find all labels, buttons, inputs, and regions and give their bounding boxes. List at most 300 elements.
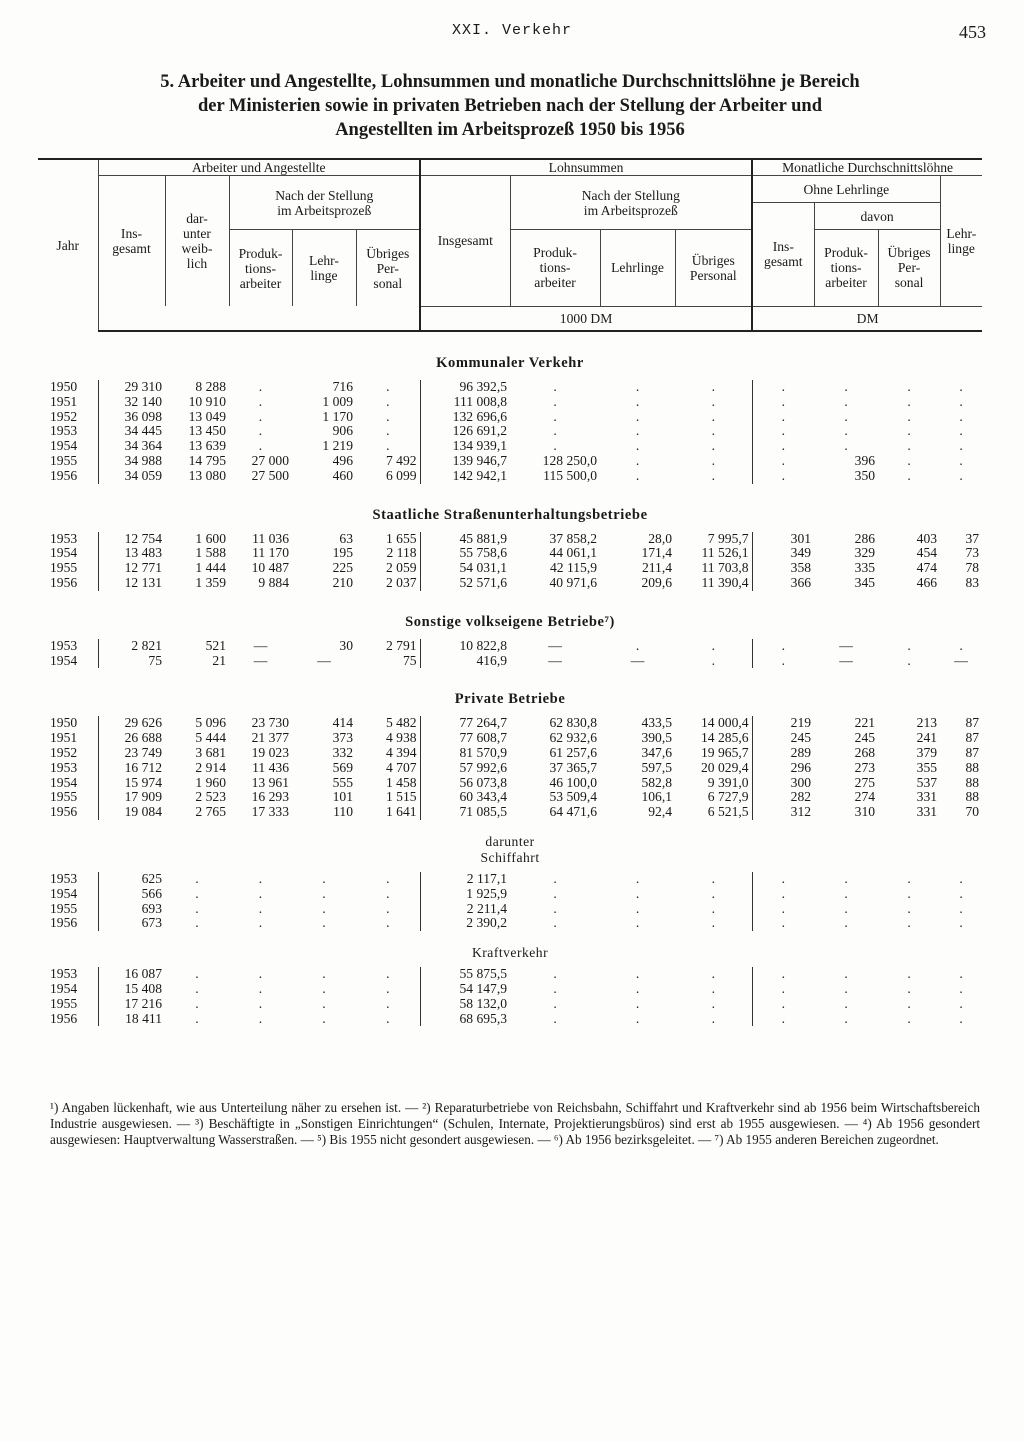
section-heading-row: [38, 820, 982, 872]
table-cell: 17 216: [98, 997, 165, 1012]
table-cell: 8 288: [195, 380, 226, 394]
table-cell: 75: [402, 653, 417, 668]
table-row: [38, 424, 982, 439]
table-cell: 347,6: [641, 745, 673, 760]
table-cell: .: [752, 872, 814, 887]
table-cell: .: [711, 1011, 715, 1026]
table-cell: 139 946,7: [420, 454, 510, 469]
table-cell: 2 791: [385, 638, 417, 653]
header-group-durchschnittsloehne: Monatliche Durchschnittslöhne: [752, 159, 982, 176]
table-cell: .: [907, 886, 911, 901]
table-cell: 521: [205, 638, 226, 653]
table-cell: .: [553, 380, 557, 394]
table-cell: 5 482: [385, 716, 417, 731]
table-cell: .: [711, 871, 715, 886]
table-row: [38, 761, 982, 776]
table-cell: 30: [339, 638, 353, 653]
table-cell: 460: [332, 468, 353, 483]
table-cell: 331: [916, 805, 938, 820]
table-cell: .: [195, 967, 199, 982]
table-cell: .: [195, 916, 199, 931]
table-cell: 282: [752, 790, 814, 805]
table-cell: .: [322, 967, 326, 982]
table-cell: 10 910: [188, 394, 226, 409]
table-cell: .: [553, 871, 557, 886]
table-cell: 582,8: [641, 775, 673, 790]
table-cell: .: [844, 981, 848, 996]
table-cell: .: [711, 901, 715, 916]
page-number: 453: [959, 22, 986, 42]
table-row: [38, 380, 982, 395]
section-heading-row: [38, 331, 982, 380]
table-cell: .: [553, 394, 557, 409]
table-cell: 19 023: [251, 745, 289, 760]
footnote-text: ¹) Angaben lückenhaft, wie aus Unterteilung näher zu ersehen ist. — ²) Reparaturbetriebe von Reichsbahn, Schiffahrt und Kraftverkehr sind ab 1956 beim Wirtschaftsbereich Industrie ausgewiesen. — ³) Beschäftigte in „Sonstigen Einrichtungen“ (Schulen, Internate, Projektierungsbüros) sind erst ab 1955 ausgewiesen. — ⁴) Ab 1956 gesondert ausgewiesen: Hauptverwaltung Wasserstraßen. — ⁵) Bis 1955 nicht gesondert ausgewiesen. — ⁶) Ab 1956 bezirksgeleitet. — ⁷) Ab 1955 anderen Bereichen zugeordnet.: [50, 1100, 980, 1147]
table-row: [38, 654, 982, 669]
table-cell: .: [635, 916, 640, 931]
table-cell: 6 521,5: [707, 805, 749, 820]
table-cell: 13 049: [188, 409, 226, 424]
running-head: XXI. Verkehr: [451, 22, 573, 39]
table-row: [38, 997, 982, 1012]
table-cell: .: [195, 886, 199, 901]
table-row: [38, 439, 982, 454]
table-cell: .: [635, 886, 640, 901]
table-row: [38, 790, 982, 805]
table-cell: .: [553, 916, 557, 931]
table-row: [38, 1012, 982, 1027]
table-cell: .: [752, 410, 814, 425]
table-cell: 54 147,9: [420, 982, 510, 997]
table-cell: 213: [916, 716, 938, 731]
table-cell: .: [907, 871, 911, 886]
table-cell: 9 884: [258, 575, 289, 590]
table-cell: .: [959, 424, 963, 439]
table-cell: 142 942,1: [420, 469, 510, 484]
table-row: [38, 561, 982, 576]
table-cell: 54 031,1: [420, 561, 510, 576]
table-cell: 345: [854, 575, 876, 590]
table-cell: 2 037: [385, 575, 417, 590]
table-cell: 373: [332, 731, 353, 746]
table-cell: 15 974: [98, 776, 165, 791]
table-cell: .: [907, 653, 911, 668]
table-cell: 87: [965, 716, 980, 731]
table-cell: 110: [333, 805, 353, 820]
table-cell: 329: [854, 546, 876, 561]
table-cell: 87: [965, 745, 980, 760]
header-aa-stellung: Nach der Stellung im Arbeitsprozeß: [229, 176, 420, 230]
table-cell: .: [844, 394, 848, 409]
table-cell: 64 471,6: [549, 805, 598, 820]
table-cell: .: [959, 453, 963, 468]
year-cell: 1953: [50, 424, 78, 439]
data-table: [38, 158, 982, 1026]
table-cell: 18 411: [98, 1012, 165, 1027]
table-row: [38, 902, 982, 917]
table-cell: .: [258, 380, 263, 394]
table-cell: 2 059: [385, 561, 417, 576]
table-cell: 219: [752, 716, 814, 731]
table-cell: 625: [98, 872, 165, 887]
table-cell: 225: [332, 561, 353, 576]
table-cell: .: [258, 901, 263, 916]
year-cell: 1953: [50, 871, 78, 886]
table-cell: 34 988: [98, 454, 165, 469]
table-cell: 78: [965, 561, 980, 576]
table-cell: 29 310: [98, 380, 165, 395]
year-cell: 1955: [50, 790, 78, 805]
table-cell: .: [258, 409, 263, 424]
table-cell: .: [635, 453, 640, 468]
table-cell: 32 140: [98, 395, 165, 410]
table-cell: .: [553, 967, 557, 982]
table-cell: .: [711, 468, 715, 483]
table-cell: .: [195, 996, 199, 1011]
table-cell: 1 588: [195, 546, 226, 561]
table-cell: .: [553, 424, 557, 439]
year-cell: 1951: [50, 394, 78, 409]
year-cell: 1950: [50, 380, 78, 394]
table-cell: .: [752, 424, 814, 439]
table-cell: .: [752, 997, 814, 1012]
table-cell: 62 932,6: [549, 731, 598, 746]
table-cell: .: [258, 996, 263, 1011]
table-cell: .: [635, 380, 640, 394]
table-header: [38, 159, 982, 331]
header-durch-insgesamt: Ins- gesamt: [752, 203, 814, 307]
table-cell: .: [322, 886, 326, 901]
year-cell: 1954: [50, 653, 78, 668]
table-cell: .: [959, 638, 963, 653]
table-cell: .: [386, 380, 390, 394]
table-cell: 44 061,1: [549, 546, 598, 561]
table-cell: 1 170: [322, 409, 353, 424]
table-cell: 23 749: [98, 746, 165, 761]
table-cell: .: [553, 996, 557, 1011]
table-cell: 71 085,5: [420, 805, 510, 820]
table-cell: 13 639: [188, 439, 226, 454]
header-unit-persons: [98, 306, 420, 331]
table-cell: 1 219: [322, 439, 353, 454]
table-cell: 566: [98, 887, 165, 902]
table-cell: .: [258, 871, 263, 886]
table-cell: 268: [854, 745, 876, 760]
section-title: darunter Schiffahrt: [480, 833, 540, 865]
year-cell: 1955: [50, 901, 78, 916]
table-cell: 555: [332, 775, 353, 790]
header-group-arbeiter: Arbeiter und Angestellte: [98, 159, 420, 176]
table-cell: 716: [332, 380, 353, 394]
title-line: der Ministerien sowie in privaten Betrieben nach der Stellung der Arbeiter und: [197, 96, 823, 116]
table-cell: 15 408: [98, 982, 165, 997]
section-title: Kraftverkehr: [471, 945, 549, 961]
table-cell: 60 343,4: [420, 790, 510, 805]
table-cell: .: [711, 886, 715, 901]
header-durch-uebriges: Übriges Per- sonal: [878, 230, 940, 307]
footnotes: [50, 1100, 980, 1148]
table-cell: .: [959, 886, 963, 901]
table-cell: 2 117,1: [420, 872, 510, 887]
table-cell: 12 754: [98, 532, 165, 547]
table-cell: 6 099: [385, 468, 417, 483]
section-title: Kommunaler Verkehr: [436, 355, 584, 371]
table-cell: 12 131: [98, 576, 165, 591]
table-cell: .: [322, 871, 326, 886]
table-cell: 273: [854, 760, 876, 775]
year-cell: 1956: [50, 575, 78, 590]
table-cell: .: [711, 638, 715, 653]
table-cell: .: [711, 453, 715, 468]
table-cell: 7 492: [385, 453, 417, 468]
table-cell: 312: [752, 805, 814, 820]
table-cell: .: [386, 424, 390, 439]
table-cell: .: [711, 439, 715, 454]
table-cell: 1 925,9: [420, 887, 510, 902]
table-cell: 21 377: [251, 731, 289, 746]
table-cell: 171,4: [641, 546, 673, 561]
table-cell: 13 961: [251, 775, 289, 790]
table-body: [38, 331, 982, 1026]
table-cell: 11 436: [252, 760, 289, 775]
year-cell: 1951: [50, 731, 78, 746]
table-cell: —: [630, 653, 645, 668]
table-cell: .: [844, 967, 848, 982]
table-cell: 10 487: [251, 561, 289, 576]
table-cell: .: [959, 439, 963, 454]
table-cell: 1 960: [195, 775, 226, 790]
year-cell: 1954: [50, 546, 78, 561]
table-cell: .: [844, 424, 848, 439]
table-cell: .: [635, 996, 640, 1011]
table-cell: .: [907, 394, 911, 409]
table-cell: .: [711, 916, 715, 931]
table-cell: 195: [332, 546, 353, 561]
table-cell: 4 394: [385, 745, 417, 760]
table-cell: 12 771: [98, 561, 165, 576]
table-cell: 366: [752, 576, 814, 591]
table-cell: .: [711, 380, 715, 394]
table-cell: 16 087: [98, 967, 165, 982]
title-line: Angestellten im Arbeitsprozeß 1950 bis 1956: [335, 120, 685, 140]
table-cell: 73: [965, 546, 980, 561]
table-row: [38, 731, 982, 746]
table-cell: .: [752, 439, 814, 454]
table-cell: .: [907, 1011, 911, 1026]
header-lohn-uebriges: Übriges Personal: [675, 230, 752, 307]
table-cell: 63: [339, 531, 353, 546]
table-cell: 454: [916, 546, 938, 561]
table-cell: .: [635, 394, 640, 409]
table-cell: .: [711, 653, 715, 668]
table-cell: 34 445: [98, 424, 165, 439]
table-cell: 87: [965, 731, 980, 746]
table-cell: 349: [752, 546, 814, 561]
table-cell: —: [548, 638, 562, 653]
table-cell: .: [752, 454, 814, 469]
table-cell: 11 526,1: [701, 546, 749, 561]
table-cell: .: [959, 468, 963, 483]
table-cell: 46 100,0: [549, 775, 598, 790]
table-cell: 1 600: [195, 531, 226, 546]
table-cell: 2 523: [195, 790, 226, 805]
table-cell: .: [635, 901, 640, 916]
table-cell: 29 626: [98, 716, 165, 731]
header-lohn-lehrlinge: Lehrlinge: [600, 230, 675, 307]
year-cell: 1955: [50, 453, 78, 468]
table-cell: 56 073,8: [420, 776, 510, 791]
table-cell: 4 707: [385, 760, 417, 775]
table-cell: 14 000,4: [700, 716, 749, 731]
table-cell: 310: [854, 805, 876, 820]
year-cell: 1954: [50, 886, 78, 901]
table-cell: 111 008,8: [420, 395, 510, 410]
table-cell: 27 000: [251, 453, 289, 468]
table-cell: 53 509,4: [549, 790, 598, 805]
table-cell: 37 365,7: [549, 760, 598, 775]
table-cell: 23 730: [251, 716, 289, 731]
table-cell: 11 703,8: [701, 561, 749, 576]
section-heading-row: [38, 931, 982, 967]
table-row: [38, 546, 982, 561]
table-cell: .: [907, 468, 911, 483]
table-cell: .: [258, 394, 263, 409]
table-cell: .: [752, 967, 814, 982]
table-cell: 496: [332, 453, 353, 468]
table-cell: 5 096: [195, 716, 226, 731]
table-cell: 61 257,6: [549, 745, 598, 760]
table-cell: .: [844, 886, 848, 901]
table-cell: .: [553, 439, 557, 454]
table-cell: 10 822,8: [420, 639, 510, 654]
table-cell: 335: [854, 561, 876, 576]
table-cell: .: [711, 394, 715, 409]
table-cell: 106,1: [641, 790, 673, 805]
table-cell: 115 500,0: [543, 468, 598, 483]
table-cell: .: [959, 1011, 963, 1026]
table-cell: .: [258, 424, 263, 439]
table-cell: —: [317, 653, 331, 668]
table-cell: 2 914: [195, 760, 226, 775]
table-cell: 13 450: [188, 424, 226, 439]
table-cell: 355: [916, 760, 938, 775]
table-cell: .: [258, 886, 263, 901]
table-cell: .: [959, 380, 963, 394]
year-cell: 1952: [50, 409, 78, 424]
table-cell: 1 444: [195, 561, 226, 576]
table-cell: .: [386, 1011, 390, 1026]
header-lohn-stellung: Nach der Stellung im Arbeitsprozeß: [510, 176, 752, 230]
header-lohn-produktion: Produk- tions- arbeiter: [510, 230, 600, 307]
table-cell: 40 971,6: [549, 575, 598, 590]
year-cell: 1953: [50, 967, 78, 982]
table-cell: .: [959, 409, 963, 424]
table-row: [38, 746, 982, 761]
table-cell: 55 875,5: [420, 967, 510, 982]
table-cell: .: [959, 901, 963, 916]
table-cell: 693: [98, 902, 165, 917]
table-cell: 134 939,1: [420, 439, 510, 454]
table-cell: .: [959, 981, 963, 996]
table-cell: 57 992,6: [420, 761, 510, 776]
table-cell: .: [553, 981, 557, 996]
table-cell: 286: [854, 531, 876, 546]
table-cell: 126 691,2: [420, 424, 510, 439]
table-cell: 673: [98, 916, 165, 931]
table-cell: .: [711, 967, 715, 982]
table-cell: 245: [854, 731, 876, 746]
table-cell: .: [907, 967, 911, 982]
table-cell: .: [386, 409, 390, 424]
table-cell: .: [386, 439, 390, 454]
table-cell: 77 264,7: [420, 716, 510, 731]
table-cell: .: [553, 409, 557, 424]
table-cell: .: [322, 916, 326, 931]
table-cell: —: [253, 653, 268, 668]
table-cell: .: [959, 871, 963, 886]
table-cell: .: [386, 981, 390, 996]
table-cell: .: [635, 424, 640, 439]
table-cell: 210: [332, 575, 353, 590]
table-cell: .: [844, 996, 848, 1011]
section-heading-row: [38, 668, 982, 716]
table-title: [100, 70, 920, 142]
year-cell: 1953: [50, 531, 78, 546]
header-aa-lehrlinge: Lehr- linge: [292, 230, 356, 307]
table-cell: .: [907, 901, 911, 916]
table-cell: .: [635, 1011, 640, 1026]
table-cell: 301: [752, 532, 814, 547]
table-cell: .: [959, 996, 963, 1011]
year-cell: 1953: [50, 760, 78, 775]
table-cell: 1 458: [385, 775, 417, 790]
table-cell: .: [907, 409, 911, 424]
table-cell: .: [752, 639, 814, 654]
header-aa-uebriges: Übriges Per- sonal: [356, 230, 420, 307]
table-cell: 42 115,9: [549, 561, 598, 576]
table-cell: .: [258, 981, 263, 996]
section-title: Private Betriebe: [454, 691, 566, 708]
table-cell: 36 098: [98, 410, 165, 425]
table-cell: .: [635, 871, 640, 886]
table-cell: 96 392,5: [420, 380, 510, 395]
header-durch-produktion: Produk- tions- arbeiter: [814, 230, 878, 307]
table-row: [38, 916, 982, 931]
table-cell: .: [258, 439, 263, 454]
table-cell: .: [635, 638, 640, 653]
table-cell: 13 080: [188, 468, 226, 483]
table-cell: .: [844, 439, 848, 454]
table-cell: 128 250,0: [542, 453, 598, 468]
table-cell: 55 758,6: [420, 546, 510, 561]
table-row: [38, 805, 982, 820]
table-row: [38, 872, 982, 887]
table-row: [38, 395, 982, 410]
table-cell: .: [752, 1012, 814, 1027]
table-cell: .: [195, 1011, 199, 1026]
table-row: [38, 982, 982, 997]
table-row: [38, 776, 982, 791]
table-cell: .: [711, 424, 715, 439]
table-cell: 81 570,9: [420, 746, 510, 761]
header-aa-insgesamt: Ins- gesamt: [98, 176, 165, 307]
table-cell: 1 641: [385, 805, 417, 820]
table-cell: 209,6: [641, 575, 673, 590]
table-cell: .: [959, 394, 963, 409]
table-cell: 7 995,7: [707, 531, 749, 546]
table-cell: .: [386, 916, 390, 931]
year-cell: 1956: [50, 805, 78, 820]
